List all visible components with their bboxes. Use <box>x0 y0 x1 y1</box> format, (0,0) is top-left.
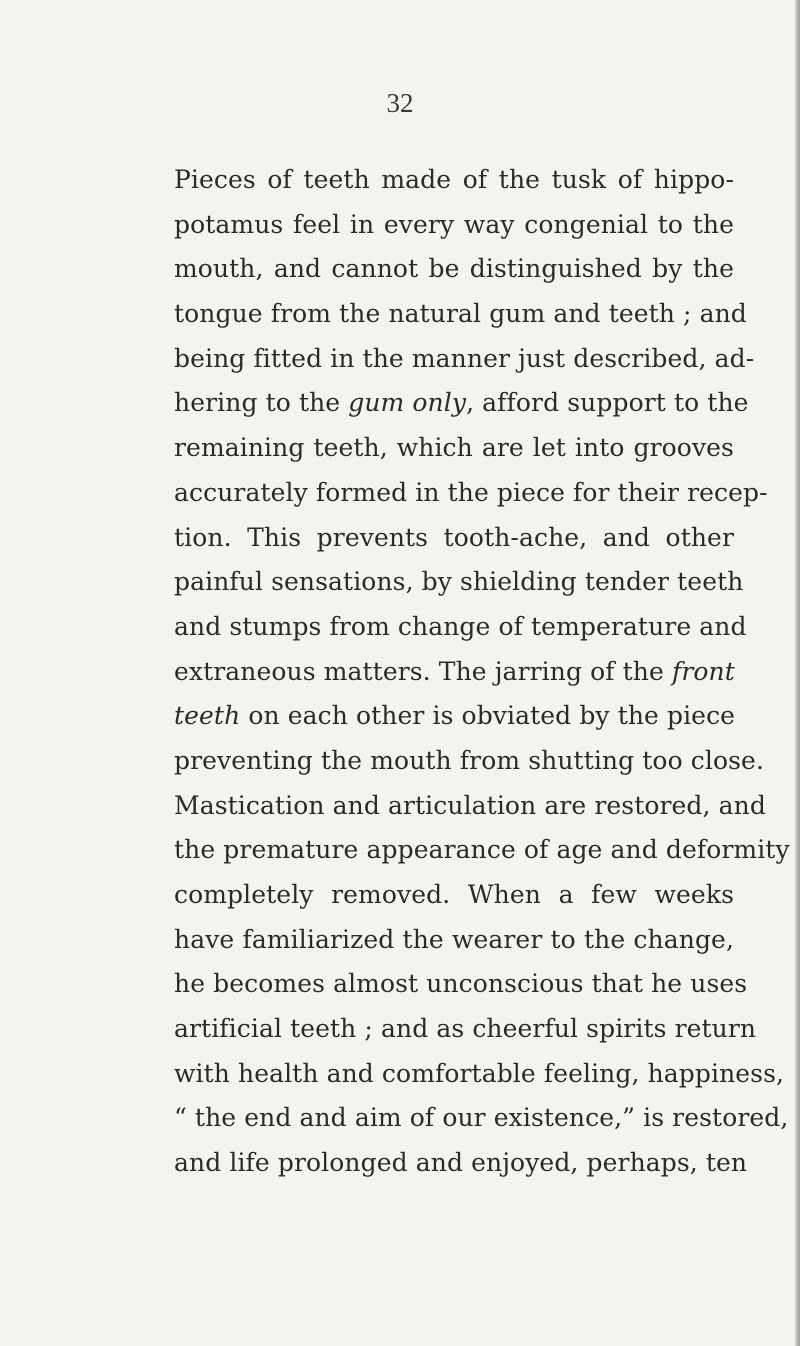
text-line: and life prolonged and enjoyed, perhaps, ten <box>174 1148 748 1178</box>
text-line: tongue from the natural gum and teeth ; and <box>174 299 747 329</box>
text-run: on each other is obviated by the piece <box>240 701 736 731</box>
text-line: tion. This prevents tooth-ache, and other <box>174 522 734 552</box>
text-line: “ the end and aim of our existence,” is restored, <box>174 1103 789 1133</box>
text-line <box>174 650 734 695</box>
text-line: mouth, and cannot be distinguished by the <box>174 254 734 284</box>
italic-run: gum only <box>348 388 467 418</box>
text-line: Mastication and articulation are restored, and <box>174 790 766 820</box>
text-line: have familiarized the wearer to the change, <box>174 924 734 954</box>
text-line: artificial teeth ; and as cheerful spirits return <box>174 1014 757 1044</box>
italic-run: teeth <box>174 701 241 731</box>
text-line: he becomes almost unconscious that he uses <box>174 969 748 999</box>
text-line: the premature appearance of age and deformity <box>174 835 790 865</box>
text-line: potamus feel in every way congenial to the <box>174 209 734 239</box>
page-number: 32 <box>386 88 414 118</box>
page-edge <box>795 0 800 1346</box>
text-line <box>174 381 749 426</box>
text-line <box>174 694 734 739</box>
text-line: accurately formed in the piece for their recep- <box>174 477 768 507</box>
text-run: hering to the <box>174 388 349 418</box>
text-line: Pieces of teeth made of the tusk of hippo- <box>174 165 734 194</box>
text-line: preventing the mouth from shutting too close. <box>174 745 764 775</box>
text-line: completely removed. When a few weeks <box>174 880 734 909</box>
text-line: remaining teeth, which are let into grooves <box>174 433 734 463</box>
text-line: with health and comfortable feeling, happiness, <box>174 1058 785 1088</box>
italic-run: front <box>671 656 735 686</box>
text-run: , afford support to the <box>466 388 749 418</box>
text-line: painful sensations, by shielding tender teeth <box>174 567 744 597</box>
body-text <box>174 158 790 1186</box>
text-run: extraneous matters. The jarring of the <box>174 656 672 686</box>
text-line: and stumps from change of temperature and <box>174 611 747 641</box>
text-line: being fitted in the manner just described, ad- <box>174 343 755 373</box>
